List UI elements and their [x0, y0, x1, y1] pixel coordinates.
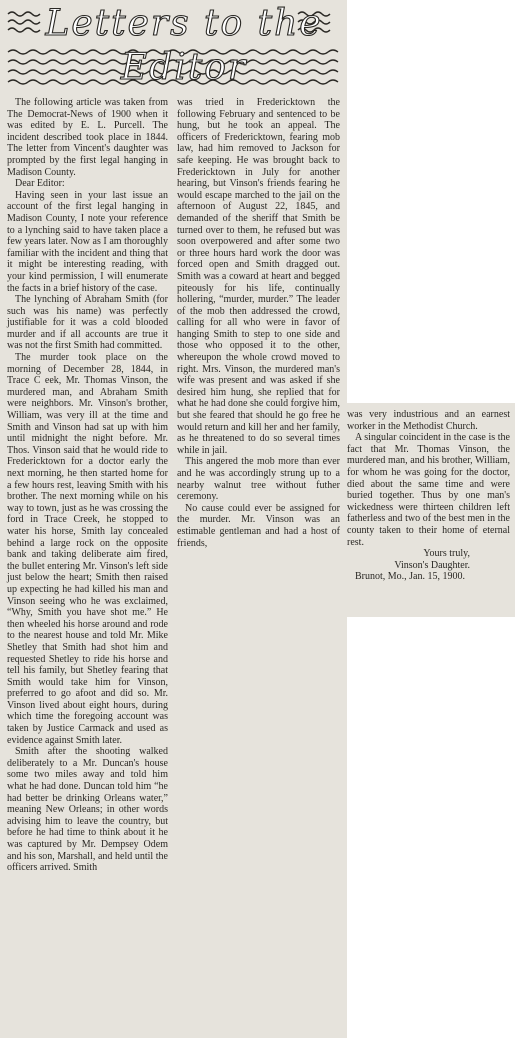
signature: Vinson's Daughter. — [394, 559, 470, 571]
letter-paragraph: A singular coincident in the case is the fact that Mr. Thomas Vinson, the murdered man, and his brother, William, for whom he was going for the doctor, died about the same time and were buried together. Thus by one man's wickedness were thirteen children left fatherless and two of the best men in the county taken to their home of eternal rest. — [347, 432, 510, 548]
dateline: Brunot, Mo., Jan. 15, 1900. — [355, 571, 465, 583]
editor-intro-paragraph: The following article was taken from The Democrat-News of 1900 when it was edited by E. L. Purcell. The incident described took place in 1844. The letter from Vincent's daughter was prompted by the first legal hanging in Madison County. — [7, 97, 168, 178]
letter-paragraph: No cause could ever be assigned for the murder. Mr. Vinson was an estimable gentleman and had a host of friends, — [177, 502, 340, 549]
section-title: Letters to the Editor — [45, 3, 323, 88]
article-column-3 — [347, 409, 510, 583]
article-column-2 — [177, 97, 340, 549]
letter-paragraph: This angered the mob more than ever and he was accordingly strung up to a nearby walnut tree without futher ceremony. — [177, 456, 340, 503]
letter-paragraph: was very industrious and an earnest worker in the Methodist Church. — [347, 409, 510, 432]
letters-header — [0, 0, 347, 90]
letter-paragraph: The murder took place on the morning of December 28, 1844, in Trace C eek, Mr. Thomas Vinson, the murdered man, and Abraham Smith were neighbors. Mr. Vinson's brother, William, was very ill at the time and Smith and Vinson had sat up with him until midnight the night before. Mr. Thos. Vinson said that he would ride to Fredericktown for a doctor early the next morning, he then started home for a few hours rest, leaving Smith with his brother. The next morning while on his way to town, just as he was crossing the ford in Trace Creek, he stopped to water his horse, Smith lay concealed behind a large rock on the opposite bank and taking deliberate aim fired, the bullet entering Mr. Vinson's left side just below the heart; Smith then raised up expecting he had killed his man and Vinson seeing who he was exclaimed, “Why, Smith you have shot me.” He then wheeled his horse around and rode to the nearest house and told Mr. Mike Shetley that Smith had shot him and requested Shetley to ride his horse and tell his family, but Shetley fearing that Smith would take him for Vinson, preferred to go afoot and did so. Mr. Vinson lived about eight hours, during which time the foregoing account was taken by Justice Carmack and used as evidence against Smith later. — [7, 352, 168, 746]
letter-paragraph: Smith after the shooting walked deliberately to a Mr. Duncan's house some two miles away and told him what he had done. Duncan told him “he had better be drinking Orleans water,” meaning New Orleans; in other words advising him to leave the country, but before he had time to think about it he was captured by Mr. Dempsey Odem and his son, Marshall, and held until the officers arrived. Smith — [7, 746, 168, 874]
letter-paragraph: was tried in Fredericktown the following February and sentenced to be hung, but he took an appeal. The officers of Fredericktown, fearing mob law, had him removed to Jackson for safe keeping. He was brought back to Fredericktown in July for another hearing, but Vinson's friends fearing he would escape marched to the jail on the afternoon of August 22, 1845, and demanded of the sheriff that Smith be turned over to them, he refused but was soon overpowered and after some two or three hours hard work the door was forced open and Smith dragged out. Smith was a coward at heart and begged piteously for his life, continually hollering, “murder, murder.” The leader of the mob then addressed the crowd, calling for all who were in favor of hanging Smith to step to one side and those who opposed it to the other, whereupon the whole crowd moved to right. Mrs. Vinson, the murdered man's wife was present and was asked if she desired him hung, she replied that for what he had done she could forgive him, but she feared that should he go free he would return and kill her and her family, as he threatened to do so several times while in jail. — [177, 97, 340, 456]
salutation: Dear Editor: — [15, 178, 65, 190]
letter-paragraph: The lynching of Abraham Smith (for such was his name) was perfectly justifiable for it was a cold blooded murder and if all accounts are true it was not the first Smith had committed. — [7, 294, 168, 352]
closing: Yours truly, — [423, 548, 470, 560]
article-column-1 — [7, 97, 168, 874]
letter-paragraph: Having seen in your last issue an account of the first legal hanging in Madison County, I note your reference to a lynching said to have taken place a few years later. Now as I am thoroughly familiar with the incident and thing that it might be interesting reading, with your kind permission, I will enumerate the facts in a brief history of the case. — [7, 189, 168, 294]
